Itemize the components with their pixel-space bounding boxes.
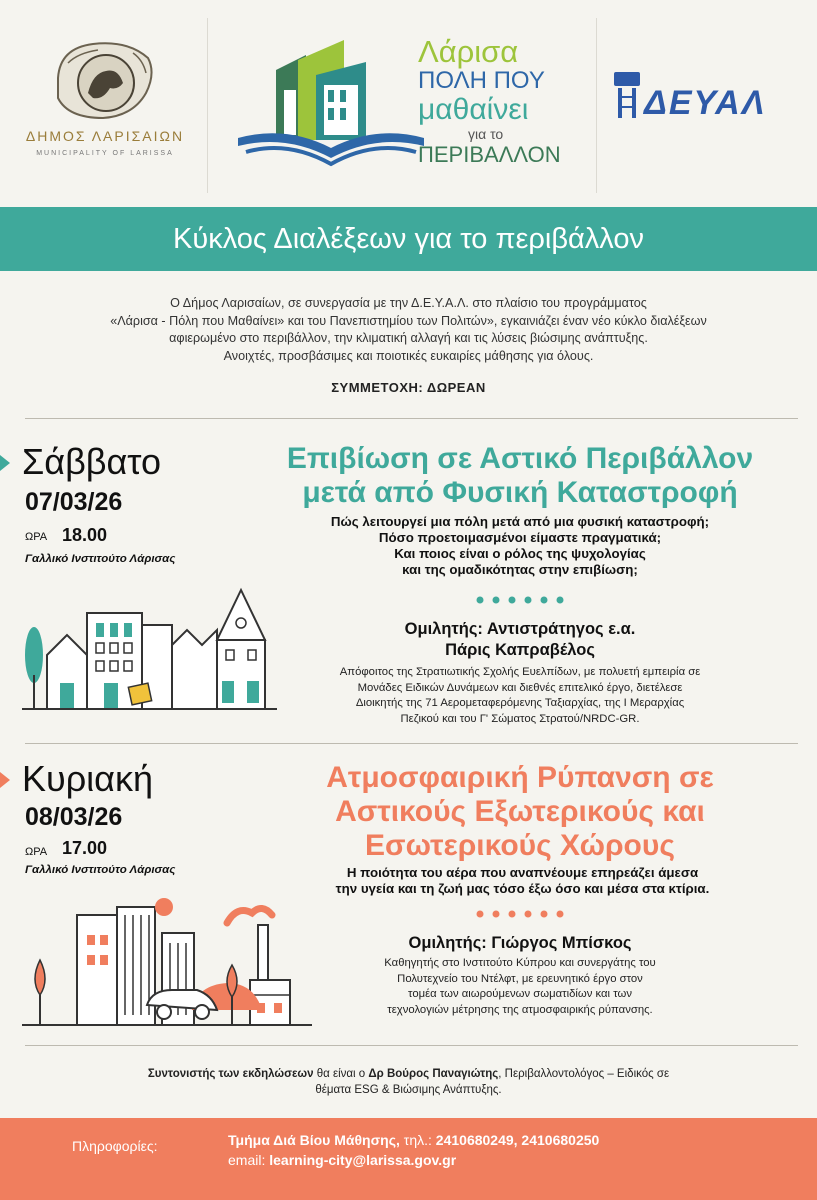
event2-sub-line: Η ποιότητα του αέρα που αναπνέουμε επηρεάζει άμεσα — [346, 865, 699, 880]
learning-city-logo-icon — [236, 30, 426, 180]
event1-title-line: μετά από Φυσική Καταστροφή — [302, 476, 738, 509]
footer-email-label: email: — [228, 1152, 266, 1168]
event1-bio-line: Πεζικού και του Γ' Σώματος Στρατού/NRDC-GR. — [400, 712, 640, 725]
intro-text — [30, 295, 787, 365]
lc-line-poli: ΠΟΛΗ ΠΟΥ — [418, 67, 545, 94]
intro-line: Ανοιχτές, προσβάσιμες και ποιοτικές ευκαιρίες μάθησης για όλους. — [223, 348, 594, 363]
section-divider — [25, 418, 798, 419]
lc-line-perivallon: ΠΕΡΙΒΑΛΛΟΝ — [418, 142, 561, 167]
event1-hour-label: ΩΡΑ — [25, 531, 48, 543]
event2-sub-line: την υγεία και τη ζωή μας τόσο έξω όσο και μέσα στα κτίρια. — [335, 881, 710, 896]
page-title: Κύκλος Διαλέξεων για το περιβάλλον — [173, 223, 644, 255]
coordinator-text — [40, 1066, 777, 1098]
event2-title-line: Ατμοσφαιρική Ρύπανση σε — [326, 761, 714, 794]
deyal-logo: ΔΕΥΑΛ — [644, 84, 767, 122]
municipality-name: ΔΗΜΟΣ ΛΑΡΙΣΑΙΩΝ — [25, 128, 185, 144]
event1-date: 07/03/26 — [25, 488, 123, 516]
event2-dots-icon — [470, 906, 570, 922]
event2-venue: Γαλλικό Ινστιτούτο Λάρισας — [25, 864, 176, 876]
coordinator-name: Δρ Βούρος Παναγιώτης — [368, 1068, 499, 1080]
event1-sub-line: και της ομαδικότητας στην επιβίωση; — [402, 562, 638, 577]
event2-arrow-icon — [0, 772, 10, 788]
coordinator-role: , Περιβαλλοντολόγος – Ειδικός σε — [498, 1068, 670, 1080]
section-divider — [25, 743, 798, 744]
event1-title-line: Επιβίωση σε Αστικό Περιβάλλον — [286, 442, 754, 475]
event2-speaker: Ομιλητής: Γιώργος Μπίσκος — [408, 934, 632, 952]
footer-tel-label: τηλ.: — [399, 1132, 432, 1148]
pollution-city-icon — [22, 898, 312, 1025]
event2-bio-line: τομέα των αιωρούμενων σωματιδίων και των — [408, 988, 632, 1000]
event1-speaker-line: Ομιλητής: Αντιστράτηγος ε.α. — [404, 620, 636, 638]
municipality-subtitle: MUNICIPALITY OF LARISSA — [36, 150, 174, 157]
event1-sub-line: Πόσο προετοιμασμένοι είμαστε πραγματικά; — [378, 530, 662, 545]
event2-title — [255, 761, 785, 863]
event1-bio-line: Διοικητής της 71 Αερομεταφερόμενης Ταξιαρχίας, της Ι Μεραρχίας — [355, 697, 685, 709]
coordinator-label: Συντονιστής των εκδηλώσεων — [147, 1068, 314, 1080]
event1-title — [225, 442, 815, 510]
event1-bio-line: Απόφοιτος της Στρατιωτικής Σχολής Ευελπίδων, με πολυετή εμπειρία σε — [339, 666, 701, 678]
event1-speaker — [300, 619, 740, 661]
footer-department: Τμήμα Διά Βίου Μάθησης, — [228, 1132, 400, 1148]
header-divider — [207, 18, 208, 193]
event1-venue: Γαλλικό Ινστιτούτο Λάρισας — [25, 553, 176, 565]
event1-dots-icon — [470, 592, 570, 608]
event1-speaker-line: Πάρις Καπραβέλος — [445, 641, 595, 659]
event2-day: Κυριακή — [22, 758, 154, 799]
city-buildings-icon — [22, 585, 277, 715]
lc-line-gia-to: για το — [468, 126, 504, 142]
event1-bio-line: Μονάδες Ειδικών Δυνάμεων και διεθνές επιτελικό έργο, διετέλεσε — [357, 681, 683, 694]
event2-title-line: Εσωτερικούς Χώρους — [365, 829, 675, 862]
coordinator-line: θέματα ESG & Βιώσιμης Ανάπτυξης. — [315, 1084, 502, 1096]
footer-info-label: Πληροφορίες: — [72, 1138, 158, 1154]
event2-hour: 17.00 — [62, 838, 108, 858]
event1-hour: 18.00 — [62, 525, 108, 545]
event2-title-line: Αστικούς Εξωτερικούς και — [335, 795, 705, 828]
event2-bio-line: τεχνολογιών μέτρησης της ατμοσφαιρικής ρύπανσης. — [387, 1003, 653, 1016]
event2-hour-label: ΩΡΑ — [25, 846, 48, 858]
event2-subtitle — [250, 865, 795, 897]
water-tower-icon — [612, 70, 642, 120]
learning-city-wordmark — [418, 36, 568, 168]
event2-bio — [300, 956, 740, 1018]
footer-contact-line — [228, 1132, 599, 1148]
section-divider — [25, 1045, 798, 1046]
event2-date: 08/03/26 — [25, 803, 123, 831]
footer-email[interactable]: learning-city@larissa.gov.gr — [265, 1152, 457, 1168]
lc-line-larisa: Λάρισα — [418, 34, 519, 69]
municipality-seal-icon — [48, 38, 158, 123]
event1-day: Σάββατο — [22, 441, 162, 482]
intro-line: «Λάρισα - Πόλη που Μαθαίνει» και του Πανεπιστημίου των Πολιτών», εγκαινιάζει έναν νέο κύκλο διαλέξεων — [110, 313, 707, 328]
participation-free: ΣΥΜΜΕΤΟΧΗ: ΔΩΡΕΑΝ — [331, 380, 486, 395]
coordinator-line — [40, 1066, 777, 1082]
intro-line: Ο Δήμος Λαρισαίων, σε συνεργασία με την Δ.Ε.Υ.Α.Λ. στο πλαίσιο του προγράμματος — [170, 296, 647, 310]
intro-line: αφιερωμένο στο περιβάλλον, την κλιματική αλλαγή και τις λύσεις βιώσιμης ανάπτυξης. — [169, 331, 648, 345]
header-divider — [596, 18, 597, 193]
event2-bio-line: Καθηγητής στο Ινστιτούτο Κύπρου και συνεργάτης του — [384, 957, 656, 969]
footer-phones[interactable]: 2410680249, 2410680250 — [431, 1132, 600, 1148]
event1-subtitle — [260, 514, 780, 578]
event1-sub-line: Και ποιος είναι ο ρόλος της ψυχολογίας — [394, 546, 646, 561]
event1-arrow-icon — [0, 455, 10, 471]
footer-email-line — [228, 1152, 456, 1168]
event2-bio-line: Πολυτεχνείο του Ντέλφτ, με ερευνητικό έργο στον — [397, 972, 643, 985]
event1-bio — [270, 665, 770, 727]
event1-sub-line: Πώς λειτουργεί μια πόλη μετά από μια φυσική καταστροφή; — [330, 514, 710, 529]
lc-line-mathainei: μαθαίνει — [418, 93, 529, 126]
coordinator-connector: θα είναι ο — [313, 1068, 369, 1080]
